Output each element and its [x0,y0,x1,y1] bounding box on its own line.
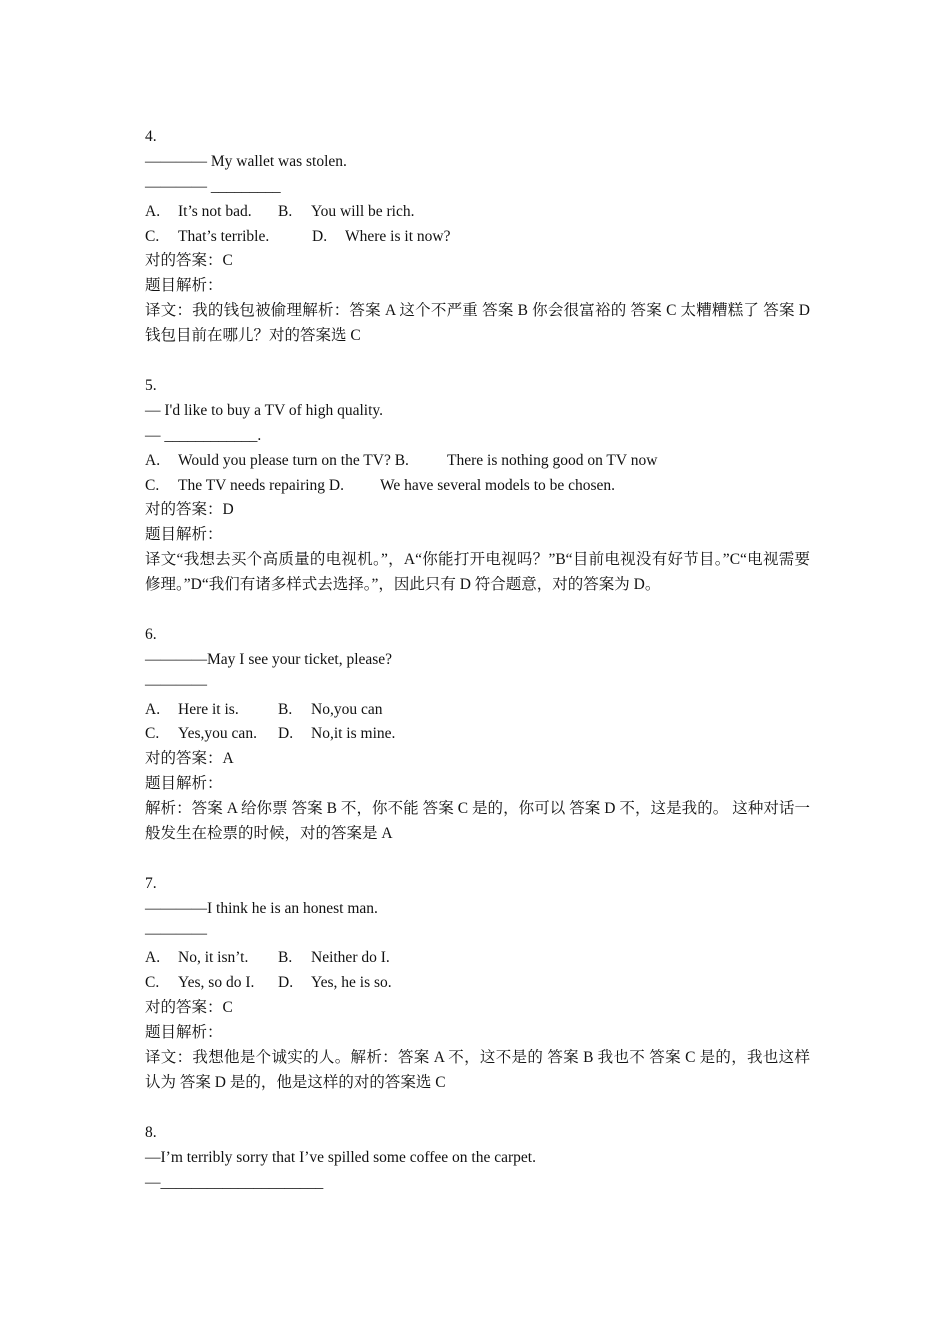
option-text: We have several models to be chosen. [380,476,616,494]
question-block [145,125,810,349]
analysis-label: 题目解析： [145,1024,223,1042]
question-block [145,623,810,847]
option-letter: B. [278,202,293,220]
option-letter: C. [145,725,160,743]
option-letter: B. [278,700,293,718]
option-letter: C. [145,476,160,494]
option-text: No,it is mine. [311,725,396,743]
options-row [145,225,810,250]
option-text: Where is it now? [345,227,451,245]
question-block [145,872,810,1096]
option-text: Neither do I. [311,949,390,967]
option-letter: A. [145,700,161,718]
option-text: Yes, he is so. [311,974,392,992]
question-number: 6. [145,625,157,643]
option-letter: D. [278,974,294,992]
analysis-text: 译文：我想他是个诚实的人。解析：答案 A 不，这不是的 答案 B 我也不 答案 C 是的，我也这样认为 答案 D 是的，他是这样的对的答案选 C [145,1049,810,1091]
spacer [145,349,810,374]
spacer [145,1096,810,1121]
question-block [145,1121,810,1196]
correct-answer: 对的答案：C [145,999,233,1017]
question-number: 4. [145,128,157,145]
document-page [145,125,810,1195]
option-letter: D. [278,725,294,743]
options-row [145,698,810,723]
option-letter: B. [278,949,293,967]
option-text: Would you please turn on the TV? B. [178,451,409,469]
option-text: Yes,you can. [178,725,257,743]
spacer [145,598,810,623]
analysis-label: 题目解析： [145,526,223,544]
option-letter: C. [145,974,160,992]
question-number: 8. [145,1123,157,1141]
correct-answer: 对的答案：C [145,252,233,270]
options-row [145,474,810,499]
option-letter: D. [312,227,328,245]
option-letter: A. [145,451,161,469]
option-text: It’s not bad. [178,202,252,220]
question-number: 7. [145,874,157,892]
option-letter: A. [145,949,161,967]
option-text: Yes, so do I. [178,974,255,992]
option-text: No, it isn’t. [178,949,249,967]
question-prompt: ————May I see your ticket, please? [145,650,393,668]
analysis-text: 解析：答案 A 给你票 答案 B 不，你不能 答案 C 是的，你可以 答案 D 不，这是我的。 这种对话一般发生在检票的时候，对的答案是 A [145,800,810,843]
correct-answer: 对的答案：A [145,750,234,768]
question-prompt: — I'd like to buy a TV of high quality. [145,401,383,419]
option-text: Here it is. [178,700,239,718]
question-reply-blank: —_____________________ [145,1173,324,1191]
option-letter: C. [145,227,160,245]
spacer [145,847,810,872]
correct-answer: 对的答案：D [145,501,234,519]
option-text: There is nothing good on TV now [447,451,658,469]
question-prompt: ————I think he is an honest man. [145,899,378,917]
question-prompt: —I’m terribly sorry that I’ve spilled some coffee on the carpet. [145,1148,536,1166]
options-row [145,200,810,225]
question-reply-blank: ———— [145,924,207,942]
question-block [145,374,810,598]
analysis-label: 题目解析： [145,775,223,793]
options-row [145,449,810,474]
option-text: You will be rich. [311,202,415,220]
analysis-text: 译文：我的钱包被偷理解析：答案 A 这个不严重 答案 B 你会很富裕的 答案 C 太糟糟糕了 答案 D 钱包目前在哪儿？对的答案选 C [145,302,810,345]
question-reply-blank: — ____________. [145,426,262,444]
option-text: That’s terrible. [178,227,270,245]
question-number: 5. [145,376,157,394]
question-prompt: ———— My wallet was stolen. [145,152,347,170]
option-text: No,you can [311,700,383,718]
option-text: The TV needs repairing D. [178,476,345,494]
options-row [145,722,810,747]
question-reply-blank: ———— _________ [145,177,281,195]
options-row [145,946,810,971]
analysis-text: 译文“我想去买个高质量的电视机。”，A“你能打开电视吗？”B“目前电视没有好节目。”C“电视需要修理。”D“我们有诸多样式去选择。”，因此只有 D 符合题意，对的答案为 D。 [145,551,810,594]
options-row [145,971,810,996]
option-letter: A. [145,202,161,220]
question-reply-blank: ———— [145,675,207,693]
analysis-label: 题目解析： [145,277,223,295]
